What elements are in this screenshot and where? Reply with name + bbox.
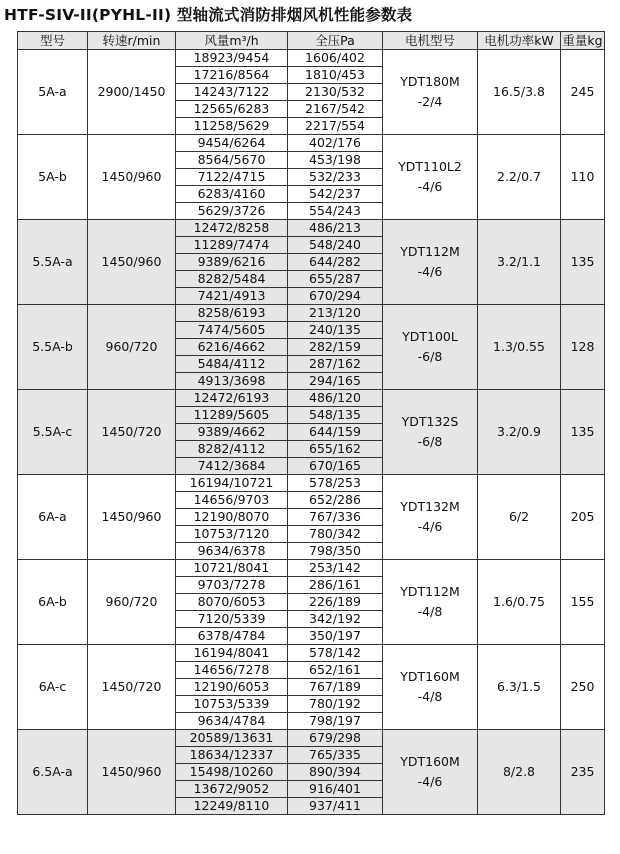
- pressure-cell: 644/282: [288, 254, 383, 271]
- airflow-cell: 8258/6193: [176, 305, 288, 322]
- pressure-cell: 2130/532: [288, 84, 383, 101]
- speed-cell: 1450/960: [88, 220, 176, 305]
- motor-cell: [383, 390, 478, 475]
- header-airflow: 风量m³/h: [176, 32, 288, 50]
- speed-cell: 1450/960: [88, 730, 176, 815]
- airflow-cell: 8564/5670: [176, 152, 288, 169]
- model-cell: 6A-b: [18, 560, 88, 645]
- airflow-cell: 7474/5605: [176, 322, 288, 339]
- header-power: 电机功率kW: [478, 32, 561, 50]
- pressure-cell: 780/342: [288, 526, 383, 543]
- airflow-cell: 6216/4662: [176, 339, 288, 356]
- speed-cell: 1450/960: [88, 475, 176, 560]
- airflow-cell: 7412/3684: [176, 458, 288, 475]
- table-body: [18, 50, 605, 815]
- airflow-cell: 9634/6378: [176, 543, 288, 560]
- pressure-cell: 486/213: [288, 220, 383, 237]
- weight-cell: 155: [561, 560, 605, 645]
- weight-cell: 135: [561, 220, 605, 305]
- weight-cell: 250: [561, 645, 605, 730]
- pressure-cell: 286/161: [288, 577, 383, 594]
- pressure-cell: 780/192: [288, 696, 383, 713]
- weight-cell: 110: [561, 135, 605, 220]
- pressure-cell: 294/165: [288, 373, 383, 390]
- motor-model-line1: YDT132S: [401, 414, 459, 429]
- motor-cell: [383, 475, 478, 560]
- motor-model-line1: YDT180M: [400, 74, 460, 89]
- header-model: 型号: [18, 32, 88, 50]
- airflow-cell: 20589/13631: [176, 730, 288, 747]
- pressure-cell: 679/298: [288, 730, 383, 747]
- weight-cell: 205: [561, 475, 605, 560]
- model-cell: 5.5A-a: [18, 220, 88, 305]
- pressure-cell: 767/336: [288, 509, 383, 526]
- pressure-cell: 240/135: [288, 322, 383, 339]
- performance-table: [17, 31, 605, 815]
- pressure-cell: 767/189: [288, 679, 383, 696]
- airflow-cell: 11258/5629: [176, 118, 288, 135]
- header-speed: 转速r/min: [88, 32, 176, 50]
- airflow-cell: 12472/8258: [176, 220, 288, 237]
- airflow-cell: 9703/7278: [176, 577, 288, 594]
- pressure-cell: 2217/554: [288, 118, 383, 135]
- airflow-cell: 12190/8070: [176, 509, 288, 526]
- table-row: [18, 50, 605, 67]
- pressure-cell: 655/162: [288, 441, 383, 458]
- airflow-cell: 8282/4112: [176, 441, 288, 458]
- speed-cell: 960/720: [88, 560, 176, 645]
- model-cell: 5.5A-c: [18, 390, 88, 475]
- airflow-cell: 4913/3698: [176, 373, 288, 390]
- pressure-cell: 350/197: [288, 628, 383, 645]
- motor-cell: [383, 50, 478, 135]
- weight-cell: 235: [561, 730, 605, 815]
- motor-model-line2: -6/8: [417, 349, 443, 364]
- airflow-cell: 8282/5484: [176, 271, 288, 288]
- motor-model-line2: -4/6: [417, 774, 443, 789]
- pressure-cell: 798/350: [288, 543, 383, 560]
- airflow-cell: 12249/8110: [176, 798, 288, 815]
- motor-cell: [383, 730, 478, 815]
- motor-model-line2: -4/8: [417, 604, 443, 619]
- pressure-cell: 644/159: [288, 424, 383, 441]
- pressure-cell: 402/176: [288, 135, 383, 152]
- pressure-cell: 937/411: [288, 798, 383, 815]
- motor-model-line2: -4/6: [417, 519, 443, 534]
- weight-cell: 128: [561, 305, 605, 390]
- model-cell: 5.5A-b: [18, 305, 88, 390]
- airflow-cell: 17216/8564: [176, 67, 288, 84]
- airflow-cell: 12472/6193: [176, 390, 288, 407]
- table-row: [18, 220, 605, 237]
- motor-model-line1: YDT112M: [400, 584, 460, 599]
- model-cell: 5A-a: [18, 50, 88, 135]
- table-row: [18, 135, 605, 152]
- pressure-cell: 670/165: [288, 458, 383, 475]
- airflow-cell: 9454/6264: [176, 135, 288, 152]
- pressure-cell: 652/286: [288, 492, 383, 509]
- power-cell: 16.5/3.8: [478, 50, 561, 135]
- header-weight: 重量kg: [562, 32, 603, 48]
- pressure-cell: 916/401: [288, 781, 383, 798]
- motor-model-line2: -4/6: [417, 264, 443, 279]
- pressure-cell: 652/161: [288, 662, 383, 679]
- speed-cell: 1450/720: [88, 645, 176, 730]
- speed-cell: 960/720: [88, 305, 176, 390]
- motor-cell: [383, 135, 478, 220]
- table-row: [18, 305, 605, 322]
- airflow-cell: 16194/8041: [176, 645, 288, 662]
- airflow-cell: 10753/7120: [176, 526, 288, 543]
- pressure-cell: 342/192: [288, 611, 383, 628]
- motor-model-line1: YDT112M: [400, 244, 460, 259]
- motor-model-line2: -4/8: [417, 689, 443, 704]
- pressure-cell: 554/243: [288, 203, 383, 220]
- speed-cell: 1450/720: [88, 390, 176, 475]
- pressure-cell: 578/253: [288, 475, 383, 492]
- motor-cell: [383, 220, 478, 305]
- pressure-cell: 578/142: [288, 645, 383, 662]
- power-cell: 2.2/0.7: [478, 135, 561, 220]
- airflow-cell: 18634/12337: [176, 747, 288, 764]
- airflow-cell: 10721/8041: [176, 560, 288, 577]
- airflow-cell: 5484/4112: [176, 356, 288, 373]
- table-row: [18, 645, 605, 662]
- motor-model-line1: YDT132M: [400, 499, 460, 514]
- model-cell: 5A-b: [18, 135, 88, 220]
- weight-cell: 245: [561, 50, 605, 135]
- airflow-cell: 7120/5339: [176, 611, 288, 628]
- motor-model-line1: YDT160M: [400, 669, 460, 684]
- pressure-cell: 213/120: [288, 305, 383, 322]
- pressure-cell: 532/233: [288, 169, 383, 186]
- pressure-cell: 486/120: [288, 390, 383, 407]
- weight-cell: 135: [561, 390, 605, 475]
- pressure-cell: 890/394: [288, 764, 383, 781]
- motor-model-line2: -2/4: [417, 94, 443, 109]
- motor-model-line1: YDT110L2: [398, 159, 462, 174]
- pressure-cell: 542/237: [288, 186, 383, 203]
- pressure-cell: 1606/402: [288, 50, 383, 67]
- page-title: HTF-SIV-II(PYHL-II) 型轴流式消防排烟风机性能参数表: [4, 6, 413, 24]
- motor-model-line2: -4/6: [417, 179, 443, 194]
- airflow-cell: 14656/7278: [176, 662, 288, 679]
- table-row: [18, 560, 605, 577]
- power-cell: 6.3/1.5: [478, 645, 561, 730]
- pressure-cell: 2167/542: [288, 101, 383, 118]
- motor-cell: [383, 645, 478, 730]
- pressure-cell: 655/287: [288, 271, 383, 288]
- airflow-cell: 7122/4715: [176, 169, 288, 186]
- speed-cell: 2900/1450: [88, 50, 176, 135]
- table-row: [18, 390, 605, 407]
- airflow-cell: 6378/4784: [176, 628, 288, 645]
- power-cell: 3.2/1.1: [478, 220, 561, 305]
- airflow-cell: 11289/7474: [176, 237, 288, 254]
- airflow-cell: 9634/4784: [176, 713, 288, 730]
- airflow-cell: 7421/4913: [176, 288, 288, 305]
- airflow-cell: 15498/10260: [176, 764, 288, 781]
- pressure-cell: 287/162: [288, 356, 383, 373]
- airflow-cell: 10753/5339: [176, 696, 288, 713]
- power-cell: 8/2.8: [478, 730, 561, 815]
- power-cell: 1.3/0.55: [478, 305, 561, 390]
- airflow-cell: 9389/4662: [176, 424, 288, 441]
- airflow-cell: 18923/9454: [176, 50, 288, 67]
- power-cell: 1.6/0.75: [478, 560, 561, 645]
- pressure-cell: 548/240: [288, 237, 383, 254]
- pressure-cell: 765/335: [288, 747, 383, 764]
- motor-model-line2: -6/8: [417, 434, 443, 449]
- model-cell: 6.5A-a: [18, 730, 88, 815]
- pressure-cell: 670/294: [288, 288, 383, 305]
- power-cell: 3.2/0.9: [478, 390, 561, 475]
- header-pressure: 全压Pa: [288, 32, 383, 50]
- airflow-cell: 14656/9703: [176, 492, 288, 509]
- pressure-cell: 226/189: [288, 594, 383, 611]
- airflow-cell: 13672/9052: [176, 781, 288, 798]
- airflow-cell: 12565/6283: [176, 101, 288, 118]
- airflow-cell: 9389/6216: [176, 254, 288, 271]
- motor-cell: [383, 305, 478, 390]
- motor-model-line1: YDT160M: [400, 754, 460, 769]
- table-row: [18, 475, 605, 492]
- model-cell: 6A-c: [18, 645, 88, 730]
- airflow-cell: 5629/3726: [176, 203, 288, 220]
- motor-cell: [383, 560, 478, 645]
- airflow-cell: 16194/10721: [176, 475, 288, 492]
- table-row: [18, 730, 605, 747]
- motor-model-line1: YDT100L: [402, 329, 458, 344]
- pressure-cell: 1810/453: [288, 67, 383, 84]
- power-cell: 6/2: [478, 475, 561, 560]
- header-motor: 电机型号: [383, 32, 478, 50]
- pressure-cell: 548/135: [288, 407, 383, 424]
- airflow-cell: 11289/5605: [176, 407, 288, 424]
- airflow-cell: 14243/7122: [176, 84, 288, 101]
- pressure-cell: 282/159: [288, 339, 383, 356]
- speed-cell: 1450/960: [88, 135, 176, 220]
- pressure-cell: 798/197: [288, 713, 383, 730]
- pressure-cell: 253/142: [288, 560, 383, 577]
- airflow-cell: 6283/4160: [176, 186, 288, 203]
- pressure-cell: 453/198: [288, 152, 383, 169]
- header-row: [18, 32, 605, 50]
- airflow-cell: 8070/6053: [176, 594, 288, 611]
- model-cell: 6A-a: [18, 475, 88, 560]
- airflow-cell: 12190/6053: [176, 679, 288, 696]
